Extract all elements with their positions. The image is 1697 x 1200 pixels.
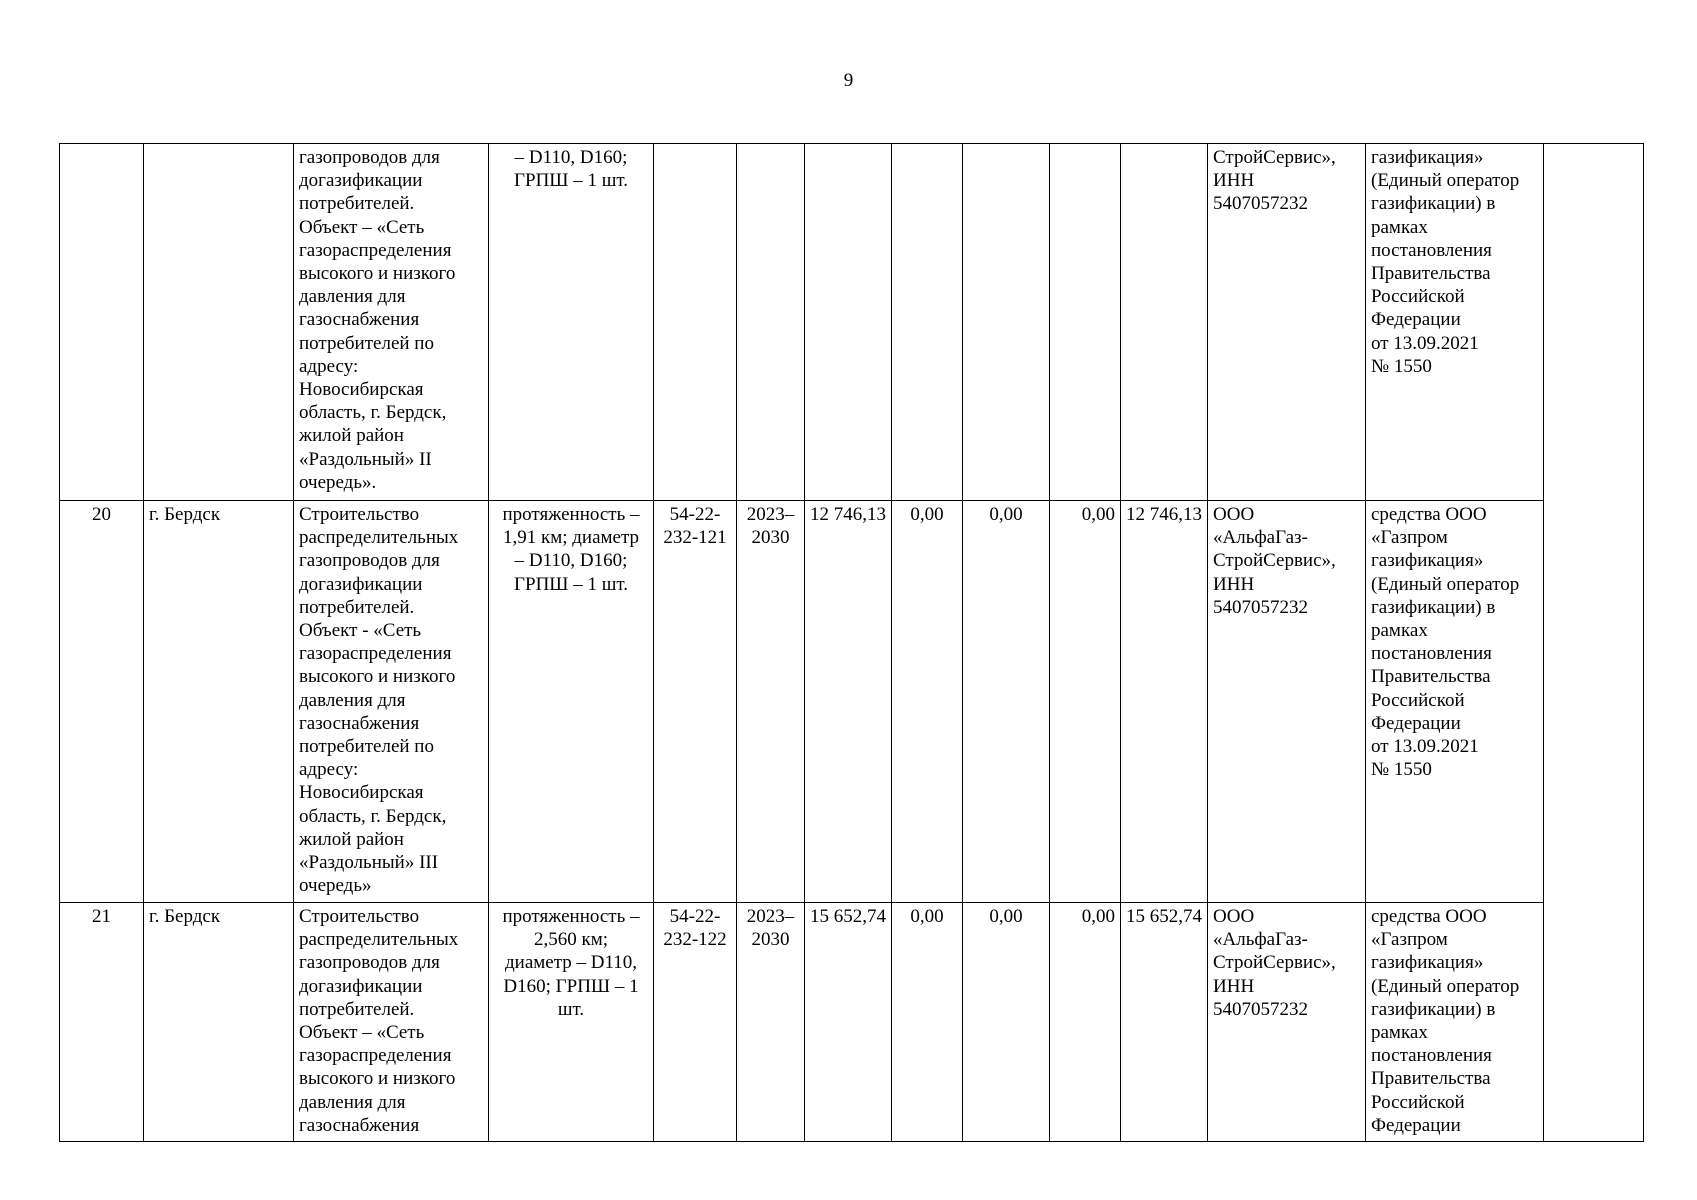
cell-city: г. Бердск xyxy=(144,501,294,903)
cell-parameters: – D110, D160; ГРПШ – 1 шт. xyxy=(489,144,654,501)
cell-code: 54-22- 232-122 xyxy=(654,903,737,1142)
page-number: 9 xyxy=(843,70,854,91)
cell-number: 20 xyxy=(60,501,144,903)
cell-total: 12 746,13 xyxy=(805,501,892,903)
cell-value-3 xyxy=(1050,144,1121,501)
table-row xyxy=(60,144,1644,501)
cell-city xyxy=(144,144,294,501)
cell-total xyxy=(805,144,892,501)
cell-value-2: 0,00 xyxy=(963,903,1050,1142)
cell-value-1: 0,00 xyxy=(892,903,963,1142)
cell-code xyxy=(654,144,737,501)
cell-executor: СтройСервис», ИНН 5407057232 xyxy=(1208,144,1366,501)
cell-years: 2023– 2030 xyxy=(737,903,805,1142)
cell-value-3: 0,00 xyxy=(1050,501,1121,903)
cell-value-4: 12 746,13 xyxy=(1121,501,1208,903)
cell-parameters: протяженность – 1,91 км; диаметр – D110, D160; ГРПШ – 1 шт. xyxy=(489,501,654,903)
cell-description: газопроводов для догазификации потребителей. Объект – «Сеть газораспределения высокого и низкого давления для газоснабжения потребителей по адресу: Новосибирская область, г. Бердск, жилой район «Раздольный» II очередь». xyxy=(294,144,489,501)
cell-source: средства ООО «Газпром газификация» (Единый оператор газификации) в рамках постановления Правительства Российской Федерации от 13.09.2021 № 1550 xyxy=(1366,501,1544,903)
cell-total: 15 652,74 xyxy=(805,903,892,1142)
program-table xyxy=(59,143,1644,1142)
cell-number: 21 xyxy=(60,903,144,1142)
cell-value-2: 0,00 xyxy=(963,501,1050,903)
cell-value-2 xyxy=(963,144,1050,501)
cell-executor: ООО «АльфаГаз- СтройСервис», ИНН 5407057232 xyxy=(1208,501,1366,903)
cell-value-4 xyxy=(1121,144,1208,501)
cell-extra xyxy=(1544,144,1644,1142)
cell-source: газификация» (Единый оператор газификации) в рамках постановления Правительства Российской Федерации от 13.09.2021 № 1550 xyxy=(1366,144,1544,501)
cell-description: Строительство распределительных газопроводов для догазификации потребителей. Объект - «Сеть газораспределения высокого и низкого давления для газоснабжения потребителей по адресу: Новосибирская область, г. Бердск, жилой район «Раздольный» III очередь» xyxy=(294,501,489,903)
cell-number xyxy=(60,144,144,501)
cell-value-1: 0,00 xyxy=(892,501,963,903)
cell-years xyxy=(737,144,805,501)
cell-parameters: протяженность – 2,560 км; диаметр – D110, D160; ГРПШ – 1 шт. xyxy=(489,903,654,1142)
cell-city: г. Бердск xyxy=(144,903,294,1142)
table-row xyxy=(60,903,1644,1142)
cell-executor: ООО «АльфаГаз- СтройСервис», ИНН 5407057232 xyxy=(1208,903,1366,1142)
cell-source: средства ООО «Газпром газификация» (Единый оператор газификации) в рамках постановления Правительства Российской Федерации xyxy=(1366,903,1544,1142)
cell-value-3: 0,00 xyxy=(1050,903,1121,1142)
cell-value-4: 15 652,74 xyxy=(1121,903,1208,1142)
cell-years: 2023– 2030 xyxy=(737,501,805,903)
table-row xyxy=(60,501,1644,903)
cell-description: Строительство распределительных газопроводов для догазификации потребителей. Объект – «Сеть газораспределения высокого и низкого давления для газоснабжения xyxy=(294,903,489,1142)
cell-value-1 xyxy=(892,144,963,501)
cell-code: 54-22- 232-121 xyxy=(654,501,737,903)
